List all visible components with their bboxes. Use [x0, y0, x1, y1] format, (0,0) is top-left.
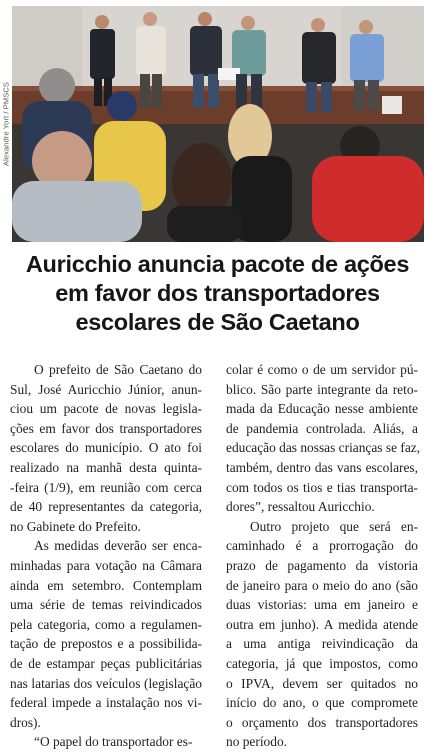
text-line: Outro projeto que será en-: [250, 518, 418, 534]
text-line: ainda em setembro. Contemplam: [10, 577, 202, 593]
headline-line: em favor dos transportadores: [55, 280, 380, 306]
news-photo: [12, 6, 424, 242]
text-line: colar é como o de um servidor pú-: [226, 362, 418, 377]
text-line: As medidas deverão ser enca-: [34, 538, 202, 554]
text-line: realizado na manhã desta quinta-: [10, 459, 202, 475]
text-line: o orçamento dos transportadores: [226, 714, 418, 730]
text-line: de 40 representantes da categoria,: [10, 499, 202, 515]
text-line: com todos os tios e tias transporta-: [226, 479, 418, 495]
photo-credit-text: Alexandre Yort / PMSCS: [1, 82, 11, 166]
text-line: prazo de pagamento da vistoria: [226, 557, 418, 573]
photo-credit: [0, 8, 10, 240]
text-line: educação das nossas crianças se faz,: [226, 440, 421, 456]
text-line: blico. São parte integrante da reto-: [226, 381, 418, 397]
text-line: uma série de temas reivindicados: [10, 597, 202, 613]
headline-line: escolares de São Caetano: [75, 309, 360, 335]
text-line: ciou um pacote de novas legisla-: [10, 401, 202, 417]
text-line: escolares do município. O ato foi: [10, 440, 202, 456]
text-line: O prefeito de São Caetano do: [34, 362, 202, 377]
text-line: a uma antiga reivindicação da: [226, 636, 418, 652]
text-line: início do ano, o que compromete: [226, 695, 418, 711]
text-line: Sul, José Auricchio Júnior, anun-: [10, 381, 202, 397]
text-line: categoria, já que impostos, como: [226, 655, 418, 671]
text-line: minhadas para votação na Câmara: [10, 557, 202, 573]
text-line: também, dentro das vans escolares,: [226, 459, 418, 475]
text-line: dores”, ressaltou Auricchio.: [226, 499, 375, 515]
text-line: -feira (1/9), em reunião com cerca: [10, 479, 202, 495]
article-paragraph: [10, 536, 202, 732]
text-line: nas latarias dos veículos (legislação: [10, 675, 202, 691]
text-line: de de estampar peças publicitárias: [10, 655, 202, 671]
headline: [10, 250, 425, 337]
article-paragraph: [226, 517, 418, 752]
text-line: mada da Educação nesse ambiente: [226, 401, 418, 417]
text-line: de pandemia controlada. Aliás, a: [226, 420, 418, 436]
text-line: pela categoria, como a regulamen-: [10, 616, 202, 632]
text-line: no período.: [226, 734, 287, 750]
text-line: o IPVA, devem ser quitados no: [226, 675, 418, 691]
text-line: caminhado é a prorrogação do: [226, 538, 418, 554]
text-line: federal impede a instalação nos vi-: [10, 695, 202, 711]
headline-line: Auricchio anuncia pacote de ações: [25, 251, 410, 277]
text-line: de janeiro para o meio do ano (são: [226, 577, 418, 593]
article-paragraph: [10, 360, 202, 536]
article-column-left: [10, 360, 202, 752]
text-line: duas vistorias: uma em janeiro e: [226, 597, 418, 613]
article-paragraph: [226, 360, 421, 517]
text-line: outra em junho). A medida atende: [226, 616, 418, 632]
text-line: dros).: [10, 714, 41, 730]
text-line: ções em favor dos transportadores: [10, 420, 202, 436]
text-line: no Gabinete do Prefeito.: [10, 518, 141, 534]
article-column-right: [226, 360, 421, 752]
text-line: “O papel do transportador es-: [34, 734, 193, 750]
text-line: tação de prepostos e a possibilida-: [10, 636, 202, 652]
